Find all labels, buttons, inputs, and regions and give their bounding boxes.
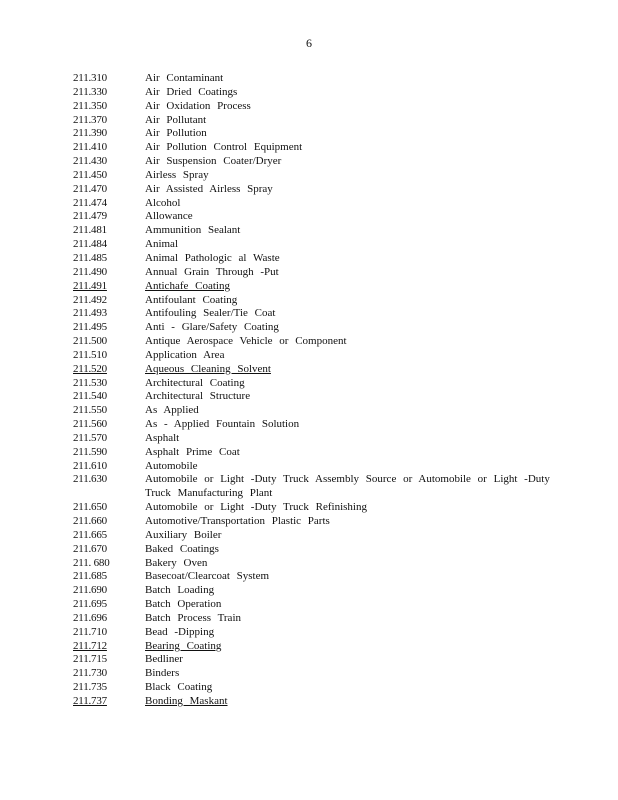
defined-term-text: Airless Spray — [145, 168, 209, 181]
defined-term — [145, 114, 553, 128]
defined-term-text: Bedliner — [145, 653, 183, 666]
section-number: 211.520 — [73, 362, 107, 375]
defined-term — [145, 543, 553, 557]
section-number: 211.685 — [73, 570, 107, 583]
list-item — [73, 307, 553, 321]
section-number: 211.670 — [73, 542, 107, 555]
section-number: 211.330 — [73, 85, 107, 98]
defined-term-text: Antifoulant Coating — [145, 293, 238, 306]
section-number: 211.481 — [73, 224, 107, 237]
defined-term — [145, 529, 553, 543]
defined-term-text: Antique Aerospace Vehicle or Component — [145, 335, 347, 348]
defined-term-text: Batch Operation — [145, 598, 222, 611]
section-number: 211.485 — [73, 251, 107, 264]
defined-term-text: Architectural Coating — [145, 376, 245, 389]
section-number: 211.630 — [73, 473, 107, 486]
section-number: 211.696 — [73, 611, 107, 624]
defined-term-text: Air Dried Coatings — [145, 85, 238, 98]
defined-term-text: Automobile or Light -Duty Truck Refinishing — [145, 501, 367, 514]
defined-term-text: Basecoat/Clearcoat System — [145, 570, 270, 583]
section-number: 211.560 — [73, 418, 107, 431]
section-number: 211.735 — [73, 681, 107, 694]
defined-term-text: Bakery Oven — [145, 556, 208, 569]
list-item — [73, 252, 553, 266]
section-number: 211.474 — [73, 196, 107, 209]
defined-term-text: Antifouling Sealer/Tie Coat — [145, 307, 276, 320]
defined-term-text: Air Pollution Control Equipment — [145, 141, 303, 154]
defined-term-text: Antichafe Coating — [145, 279, 230, 292]
list-item — [73, 529, 553, 543]
defined-term — [145, 377, 553, 391]
section-number: 211.737 — [73, 694, 107, 707]
defined-term — [145, 501, 553, 515]
section-number: 211.660 — [73, 515, 107, 527]
defined-term — [145, 335, 553, 349]
section-number: 211.610 — [73, 459, 107, 472]
section-number: 211.410 — [73, 141, 107, 154]
defined-term — [145, 238, 553, 252]
page-number: 6 — [306, 36, 312, 50]
list-item — [73, 446, 553, 460]
defined-term — [145, 653, 553, 667]
defined-term — [145, 307, 553, 321]
section-number: 211.310 — [73, 72, 107, 84]
list-item — [73, 557, 553, 571]
section-number: 211.530 — [73, 376, 107, 389]
defined-term-text: Aqueous Cleaning Solvent — [145, 362, 271, 375]
defined-term — [145, 169, 553, 183]
definitions-list — [73, 72, 553, 709]
list-item — [73, 210, 553, 224]
section-number: 211.715 — [73, 653, 107, 666]
section-number: 211.570 — [73, 431, 107, 444]
list-item — [73, 377, 553, 391]
list-item — [73, 321, 553, 335]
list-item — [73, 72, 553, 86]
defined-term — [145, 210, 553, 224]
defined-term — [145, 363, 553, 377]
defined-term — [145, 141, 553, 155]
defined-term — [145, 584, 553, 598]
list-item — [73, 640, 553, 654]
section-number: 211.370 — [73, 113, 107, 126]
defined-term-text: Auxiliary Boiler — [145, 528, 222, 541]
list-item — [73, 349, 553, 363]
list-item — [73, 86, 553, 100]
defined-term — [145, 432, 553, 446]
section-number: 211.492 — [73, 293, 107, 306]
list-item — [73, 543, 553, 557]
section-number: 211.710 — [73, 625, 107, 638]
list-item — [73, 653, 553, 667]
section-number: 211.350 — [73, 99, 107, 112]
list-item — [73, 197, 553, 211]
defined-term-text: As - Applied Fountain Solution — [145, 418, 300, 431]
defined-term-text: Batch Process Train — [145, 611, 241, 624]
list-item — [73, 280, 553, 294]
defined-term — [145, 557, 553, 571]
section-number: 211.450 — [73, 168, 107, 181]
defined-term — [145, 404, 553, 418]
defined-term — [145, 321, 553, 335]
defined-term — [145, 460, 553, 474]
defined-term — [145, 473, 553, 501]
section-number: 211.650 — [73, 501, 107, 514]
defined-term-text: Architectural Structure — [145, 390, 251, 403]
defined-term-text: Alcohol — [145, 196, 181, 209]
defined-term-text: Anti - Glare/Safety Coating — [145, 321, 279, 334]
defined-term-text: Air Suspension Coater/Dryer — [145, 155, 282, 168]
list-item — [73, 695, 553, 709]
defined-term — [145, 390, 553, 404]
section-number: 211.470 — [73, 182, 107, 195]
defined-term-text: Animal — [145, 238, 178, 251]
list-item — [73, 335, 553, 349]
list-item — [73, 238, 553, 252]
defined-term — [145, 86, 553, 100]
defined-term-text: Black Coating — [145, 681, 213, 694]
defined-term — [145, 155, 553, 169]
list-item — [73, 294, 553, 308]
defined-term — [145, 100, 553, 114]
defined-term-text: Air Assisted Airless Spray — [145, 182, 273, 195]
section-number: 211.540 — [73, 390, 107, 403]
defined-term — [145, 280, 553, 294]
list-item — [73, 515, 553, 529]
defined-term — [145, 598, 553, 612]
list-item — [73, 681, 553, 695]
defined-term-text: Bearing Coating — [145, 639, 222, 652]
section-number: 211.500 — [73, 335, 107, 348]
section-number: 211.695 — [73, 598, 107, 611]
defined-term-text: Asphalt — [145, 431, 180, 444]
section-number: 211.390 — [73, 127, 107, 140]
defined-term — [145, 446, 553, 460]
defined-term — [145, 570, 553, 584]
list-item — [73, 667, 553, 681]
list-item — [73, 100, 553, 114]
section-number: 211.495 — [73, 321, 107, 334]
section-number: 211.510 — [73, 348, 107, 361]
list-item — [73, 460, 553, 474]
defined-term — [145, 626, 553, 640]
defined-term-text: Air Pollutant — [145, 113, 207, 126]
section-number: 211.712 — [73, 639, 107, 652]
defined-term-text: Air Contaminant — [145, 72, 224, 84]
defined-term — [145, 681, 553, 695]
list-item — [73, 598, 553, 612]
section-number: 211.590 — [73, 445, 107, 458]
defined-term — [145, 224, 553, 238]
list-item — [73, 501, 553, 515]
defined-term — [145, 127, 553, 141]
defined-term-text: Allowance — [145, 210, 193, 223]
list-item — [73, 141, 553, 155]
list-item — [73, 266, 553, 280]
defined-term-text: Automotive/Transportation Plastic Parts — [145, 515, 330, 527]
list-item — [73, 570, 553, 584]
section-number: 211.491 — [73, 279, 107, 292]
section-number: 211.490 — [73, 265, 107, 278]
defined-term-text: Annual Grain Through -Put — [145, 265, 279, 278]
section-number: 211. 680 — [73, 556, 110, 569]
defined-term — [145, 695, 553, 709]
defined-term-text: Bead -Dipping — [145, 625, 215, 638]
defined-term — [145, 418, 553, 432]
defined-term-text: Automobile or Light -Duty Truck Assembly Source or Automobile or Light -Duty Truck Manufacturing Plant — [145, 473, 550, 500]
defined-term — [145, 252, 553, 266]
defined-term — [145, 72, 553, 86]
defined-term-text: Ammunition Sealant — [145, 224, 241, 237]
list-item — [73, 363, 553, 377]
list-item — [73, 626, 553, 640]
list-item — [73, 584, 553, 598]
defined-term — [145, 515, 553, 529]
defined-term — [145, 197, 553, 211]
defined-term-text: Air Pollution — [145, 127, 207, 140]
section-number: 211.690 — [73, 584, 107, 597]
defined-term-text: Asphalt Prime Coat — [145, 445, 240, 458]
defined-term — [145, 612, 553, 626]
defined-term-text: Air Oxidation Process — [145, 99, 251, 112]
defined-term — [145, 349, 553, 363]
defined-term — [145, 640, 553, 654]
list-item — [73, 183, 553, 197]
section-number: 211.493 — [73, 307, 107, 320]
list-item — [73, 224, 553, 238]
list-item — [73, 114, 553, 128]
defined-term-text: Bonding Maskant — [145, 694, 228, 707]
defined-term — [145, 667, 553, 681]
list-item — [73, 432, 553, 446]
defined-term-text: Automobile — [145, 459, 198, 472]
section-number: 211.484 — [73, 238, 107, 251]
defined-term-text: Application Area — [145, 348, 225, 361]
section-number: 211.479 — [73, 210, 107, 223]
defined-term — [145, 294, 553, 308]
defined-term — [145, 183, 553, 197]
defined-term-text: Baked Coatings — [145, 542, 219, 555]
list-item — [73, 612, 553, 626]
section-number: 211.550 — [73, 404, 107, 417]
section-number: 211.730 — [73, 667, 107, 680]
defined-term-text: Binders — [145, 667, 180, 680]
list-item — [73, 390, 553, 404]
section-number: 211.665 — [73, 528, 107, 541]
defined-term-text: As Applied — [145, 404, 199, 417]
list-item — [73, 418, 553, 432]
list-item — [73, 169, 553, 183]
list-item — [73, 155, 553, 169]
list-item — [73, 473, 553, 501]
defined-term-text: Batch Loading — [145, 584, 215, 597]
defined-term-text: Animal Pathologic al Waste — [145, 251, 280, 264]
defined-term — [145, 266, 553, 280]
list-item — [73, 404, 553, 418]
list-item — [73, 127, 553, 141]
section-number: 211.430 — [73, 155, 107, 168]
